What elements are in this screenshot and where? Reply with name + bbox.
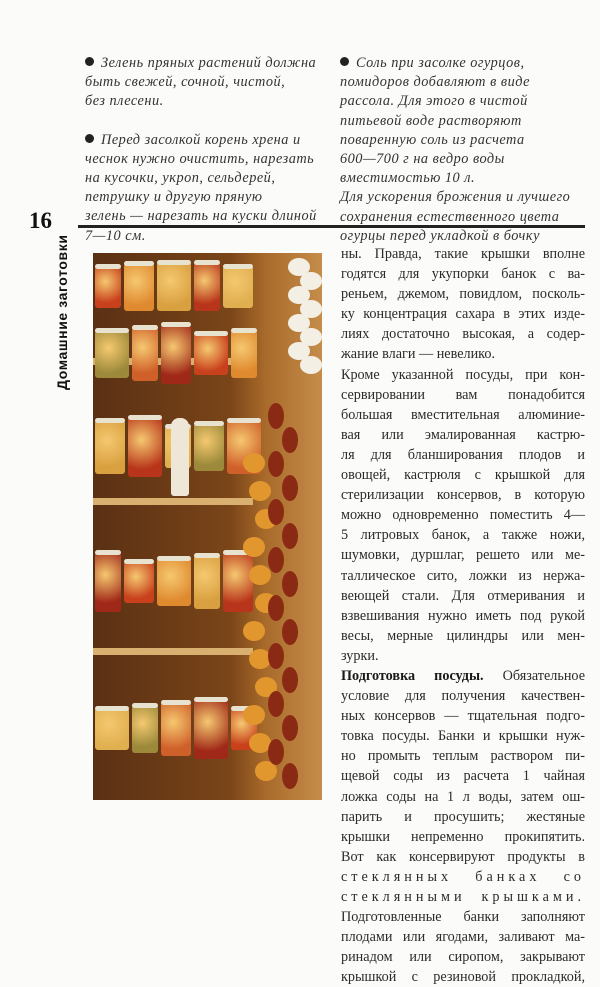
body-line: зурки.: [341, 647, 379, 664]
tip-line: огурцы перед укладкой в бочку: [340, 227, 540, 244]
jar-lid: [157, 260, 191, 265]
body-line: [341, 666, 585, 686]
body-line: большая вместительная алюминие-: [341, 406, 585, 423]
onion: [249, 481, 271, 501]
dried-pepper: [282, 475, 298, 501]
body-line: крышкой с резиновой прокладкой,: [341, 969, 585, 986]
jar-lid: [194, 553, 220, 558]
jar-lid: [223, 264, 253, 269]
tip-line: Для ускорения брожения и лучшего: [340, 189, 571, 206]
jar-lid: [161, 322, 191, 327]
dried-pepper: [282, 667, 298, 693]
dried-pepper: [268, 739, 284, 765]
jar-lid: [231, 328, 257, 333]
jar: [161, 700, 191, 756]
body-line: ля для бланширования плодов и: [341, 446, 585, 463]
body-line: щевой соды из расчета 1 чайная: [341, 768, 585, 785]
tip-line: чеснок нужно очистить, нарезать: [85, 150, 315, 167]
jar-lid: [95, 706, 129, 711]
body-line: таллическое сито, ложки из нержа-: [341, 567, 585, 584]
jar: [95, 328, 129, 378]
body-line: ринадом или сиропом, закрывают: [341, 949, 585, 966]
jar: [223, 264, 253, 308]
dried-pepper: [282, 763, 298, 789]
bullet-icon: [85, 134, 94, 143]
tip-line: рассола. Для этого в чистой: [340, 93, 528, 110]
tip-line: зелень — нарезать на куски длиной: [85, 208, 317, 225]
tip-line: без плесени.: [85, 93, 164, 110]
body-line: веющей стали. Для отмеривания и: [341, 587, 585, 604]
body-line: условие для получения качествен-: [341, 688, 585, 705]
dried-pepper: [268, 547, 284, 573]
dried-pepper: [268, 499, 284, 525]
bullet-icon: [340, 57, 349, 66]
dried-pepper: [268, 403, 284, 429]
body-line: взвешивания нужно иметь под рукой: [341, 607, 585, 624]
dried-pepper: [268, 451, 284, 477]
onion: [243, 705, 265, 725]
body-line: овощей, кастрюля с крышкой для: [341, 467, 585, 484]
body-line: парить и просушить; жестяные: [341, 808, 585, 825]
jar-lid: [157, 556, 191, 561]
tip-line: Перед засолкой корень хрена и: [101, 131, 301, 148]
dried-pepper: [282, 523, 298, 549]
body-line: весы, мерные цилиндры или мен-: [341, 627, 585, 644]
body-line: Вот как консервируют продукты в: [341, 848, 585, 865]
jar-lid: [95, 328, 129, 333]
jar-lid: [161, 700, 191, 705]
onion: [249, 565, 271, 585]
jar: [161, 322, 191, 384]
body-line: стеклянными крышками.: [341, 889, 585, 905]
tip-horseradish: [85, 131, 330, 246]
jar-lid: [132, 325, 158, 330]
jar-lid: [95, 550, 121, 555]
body-line: сервировании вам понадобится: [341, 386, 585, 403]
header-rule: [78, 225, 585, 228]
jar: [132, 325, 158, 381]
jar: [124, 559, 154, 603]
body-text-fragment: Обязательное: [502, 667, 585, 684]
jar-lid: [124, 559, 154, 564]
tips-right-column: [340, 54, 572, 265]
body-text: [341, 244, 585, 987]
dried-pepper: [268, 691, 284, 717]
jar-lid: [128, 415, 162, 420]
page-number: 16: [29, 208, 52, 233]
tip-line: питьевой воде растворяют: [340, 112, 522, 129]
tip-line: сохранения естественного цвета: [340, 208, 560, 225]
body-line: стеклянных банках со: [341, 868, 585, 885]
tip-salt: [340, 54, 572, 246]
jar: [194, 260, 220, 311]
shelf: [93, 498, 253, 505]
body-line: реньем, джемом, повидлом, посколь-: [341, 286, 585, 303]
jar: [194, 421, 224, 471]
body-line: плодами или ягодами, заливают ма-: [341, 929, 585, 946]
tip-greens: [85, 54, 330, 112]
dried-pepper: [282, 619, 298, 645]
body-line: можно одновременно поместить 4—: [341, 507, 585, 524]
tip-line: вместимостью 10 л.: [340, 170, 476, 187]
jar: [194, 553, 220, 609]
jar: [124, 261, 154, 311]
body-line: товка посуды. Банки и крышки нуж-: [341, 728, 585, 745]
onion: [243, 453, 265, 473]
jar: [157, 556, 191, 606]
body-line: лиях достаточно высокая, а содер-: [341, 326, 585, 343]
jar: [194, 331, 228, 375]
jar: [95, 264, 121, 308]
body-line: ных консервов — тщательная подго-: [341, 708, 585, 725]
dried-pepper: [282, 571, 298, 597]
body-line: 5 литровых банок, а также ножи,: [341, 527, 585, 544]
tips-left-column: [85, 54, 330, 265]
dried-pepper: [268, 595, 284, 621]
jar-lid: [227, 418, 261, 423]
jar-lid: [194, 697, 228, 702]
bottle: [171, 418, 189, 496]
body-line: шумовки, дуршлаг, решето или ме-: [341, 547, 585, 564]
pantry-jars-photo: [93, 253, 322, 800]
body-line: ны. Правда, такие крышки вполне: [341, 246, 585, 262]
jar: [223, 550, 253, 612]
tip-line: на кусочки, укроп, сельдерей,: [85, 170, 276, 187]
shelf: [93, 648, 253, 655]
dried-pepper: [282, 427, 298, 453]
jar-lid: [194, 260, 220, 265]
body-line: годятся для укупорки банок с ва-: [341, 266, 585, 283]
body-line: Кроме указанной посуды, при кон-: [341, 366, 585, 383]
tip-line: помидоров добавляют в виде: [340, 74, 530, 91]
body-line: ку концентрация сахара в этих изде-: [341, 306, 585, 323]
jar: [231, 328, 257, 378]
tip-line: Соль при засолке огурцов,: [356, 55, 525, 71]
tip-line: 600—700 г на ведро воды: [340, 151, 505, 168]
body-line: крышки непременно прокипятить.: [341, 828, 585, 845]
jar: [95, 706, 129, 750]
jar: [132, 703, 158, 753]
jar: [194, 697, 228, 759]
body-line: вая или эмалированная кастрю-: [341, 426, 585, 443]
tip-line: 7—10 см.: [85, 227, 146, 244]
body-line: ложка соды на 1 л воды, затем ош-: [341, 788, 585, 805]
body-line: стерилизации консервов, в которую: [341, 487, 585, 504]
body-line: но промыть теплым раствором пи-: [341, 748, 585, 765]
jar-lid: [124, 261, 154, 266]
tip-line: поваренную соль из расчета: [340, 131, 525, 148]
jar: [128, 415, 162, 477]
garlic-bulb: [300, 356, 322, 374]
jar-lid: [95, 264, 121, 269]
jar-lid: [95, 418, 125, 423]
dried-pepper: [282, 715, 298, 741]
subheading: Подготовка посуды.: [341, 667, 484, 684]
section-title: Домашние заготовки: [54, 234, 70, 390]
tip-line: быть свежей, сочной, чистой,: [85, 74, 286, 91]
tip-line: Зелень пряных растений должна: [101, 55, 317, 71]
dried-pepper: [268, 643, 284, 669]
onion: [243, 537, 265, 557]
jar: [95, 550, 121, 612]
tip-line: петрушку и другую пряную: [85, 189, 263, 206]
jar-lid: [132, 703, 158, 708]
bullet-icon: [85, 57, 94, 66]
jar-lid: [194, 421, 224, 426]
jar: [95, 418, 125, 474]
body-line: жание влаги — невелико.: [341, 346, 495, 363]
jar: [157, 260, 191, 311]
onion: [243, 621, 265, 641]
body-line: Подготовленные банки заполняют: [341, 909, 585, 926]
jar-lid: [194, 331, 228, 336]
